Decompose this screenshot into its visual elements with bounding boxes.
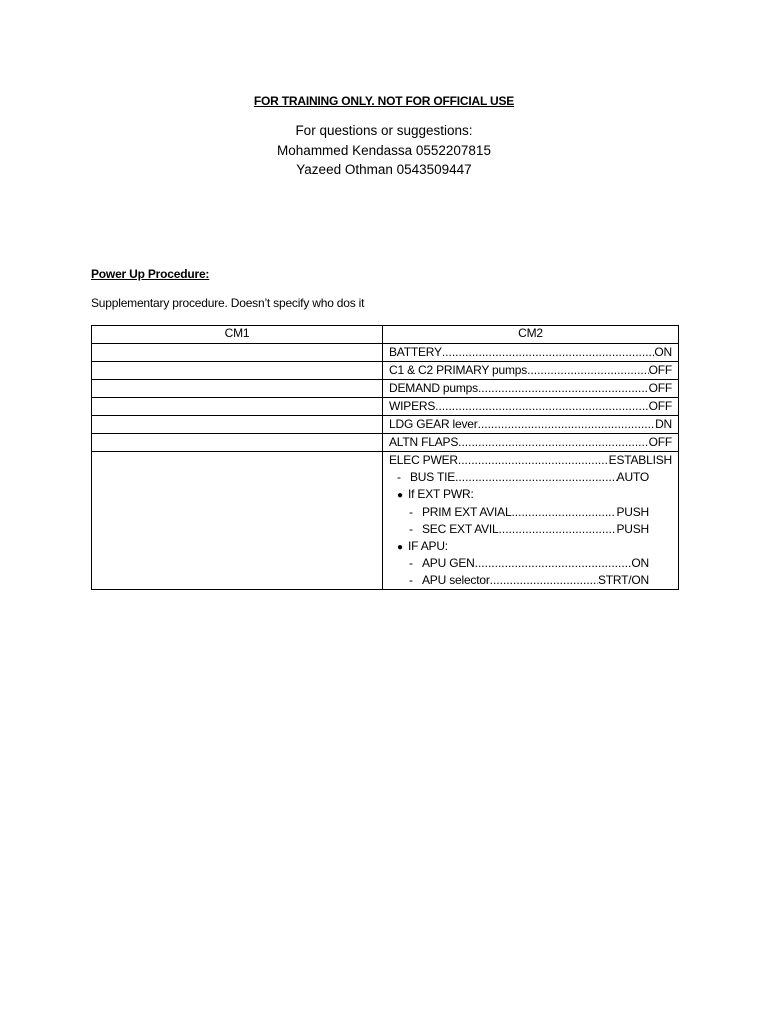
item-label: LDG GEAR lever (389, 417, 478, 431)
leader-dots (435, 398, 648, 415)
cm1-cell (92, 452, 383, 590)
item-value: OFF (648, 363, 672, 377)
table-row (92, 416, 679, 434)
item-value: OFF (648, 435, 672, 449)
leader-dots (527, 362, 649, 379)
dash-marker: - (409, 556, 413, 570)
checklist-item (389, 452, 672, 469)
item-label: SEC EXT AVIL (422, 521, 499, 536)
procedure-table (91, 325, 679, 590)
contact-line: Mohammed Kendassa 0552207815 (277, 142, 491, 158)
item-label: BATTERY (389, 345, 442, 359)
item-label: DEMAND pumps (389, 381, 478, 395)
leader-dots (499, 521, 617, 538)
item-value: ESTABLISH (608, 453, 672, 467)
checklist-subitem (389, 555, 672, 572)
item-label: ALTN FLAPS (389, 435, 459, 449)
item-value: ON (654, 345, 672, 359)
cm2-cell (383, 452, 679, 590)
checklist-item (389, 434, 672, 451)
item-value: AUTO (616, 470, 649, 484)
item-label: APU selector (422, 573, 490, 587)
item-value: OFF (648, 381, 672, 395)
leader-dots (478, 380, 649, 397)
cm1-cell (92, 344, 383, 362)
table-row (92, 452, 679, 590)
cm1-cell (92, 362, 383, 380)
contact-intro: For questions or suggestions: (295, 123, 473, 138)
training-notice: FOR TRAINING ONLY. NOT FOR OFFICIAL USE (253, 94, 515, 108)
item-value: PUSH (616, 521, 649, 536)
item-label: C1 & C2 PRIMARY pumps (389, 363, 528, 377)
cm1-cell (92, 434, 383, 452)
condition-heading (389, 486, 672, 504)
table-row (92, 398, 679, 416)
table-row (92, 380, 679, 398)
condition-heading (389, 538, 672, 556)
cm2-cell (383, 362, 679, 380)
cm2-cell (383, 398, 679, 416)
section-title: Power Up Procedure: (91, 267, 210, 281)
condition-label: If EXT PWR: (408, 487, 474, 501)
cm2-cell (383, 380, 679, 398)
item-label: PRIM EXT AVIAL (422, 504, 512, 519)
checklist-subitem (389, 572, 672, 589)
cm2-cell (383, 434, 679, 452)
dash-marker: - (409, 504, 413, 519)
cm1-cell (92, 380, 383, 398)
cm2-cell (383, 344, 679, 362)
cm2-cell (383, 416, 679, 434)
table-row (92, 362, 679, 380)
leader-dots (490, 572, 598, 589)
cm1-cell (92, 398, 383, 416)
item-value: PUSH (616, 504, 649, 519)
dash-marker: - (409, 521, 413, 536)
dash-marker: - (409, 573, 413, 587)
column-header-cm2: CM2 (383, 326, 679, 344)
condition-label: IF APU: (408, 538, 448, 553)
checklist-item (389, 416, 672, 433)
contact-block (0, 121, 768, 180)
checklist-item (389, 344, 672, 361)
item-value: OFF (648, 399, 672, 413)
leader-dots (475, 555, 632, 572)
item-value: DN (655, 417, 672, 431)
item-value: ON (631, 556, 649, 570)
table-row (92, 344, 679, 362)
item-label: BUS TIE (410, 470, 456, 484)
item-label: WIPERS (389, 399, 436, 413)
table-row (92, 434, 679, 452)
leader-dots (455, 469, 617, 486)
contact-line: Yazeed Othman 0543509447 (296, 162, 472, 177)
leader-dots (442, 344, 655, 361)
cm1-cell (92, 416, 383, 434)
item-label: APU GEN (422, 556, 475, 570)
checklist-item (389, 398, 672, 415)
document-header (0, 92, 768, 180)
leader-dots (458, 452, 609, 469)
item-value: STRT/ON (597, 573, 649, 587)
checklist-subitem (389, 504, 672, 521)
bullet-icon: ● (397, 541, 403, 553)
checklist-subitem (389, 521, 672, 538)
section-note: Supplementary procedure. Doesn’t specify who dos it (91, 296, 365, 310)
item-label: ELEC PWER (389, 453, 458, 467)
leader-dots (511, 504, 616, 521)
checklist-item (389, 362, 672, 379)
checklist-subitem (389, 469, 672, 486)
leader-dots (458, 434, 648, 451)
dash-marker: - (397, 470, 401, 484)
table-header-row (92, 326, 679, 344)
bullet-icon: ● (397, 490, 403, 501)
column-header-cm1: CM1 (92, 326, 383, 344)
checklist-item (389, 380, 672, 397)
leader-dots (478, 416, 656, 433)
